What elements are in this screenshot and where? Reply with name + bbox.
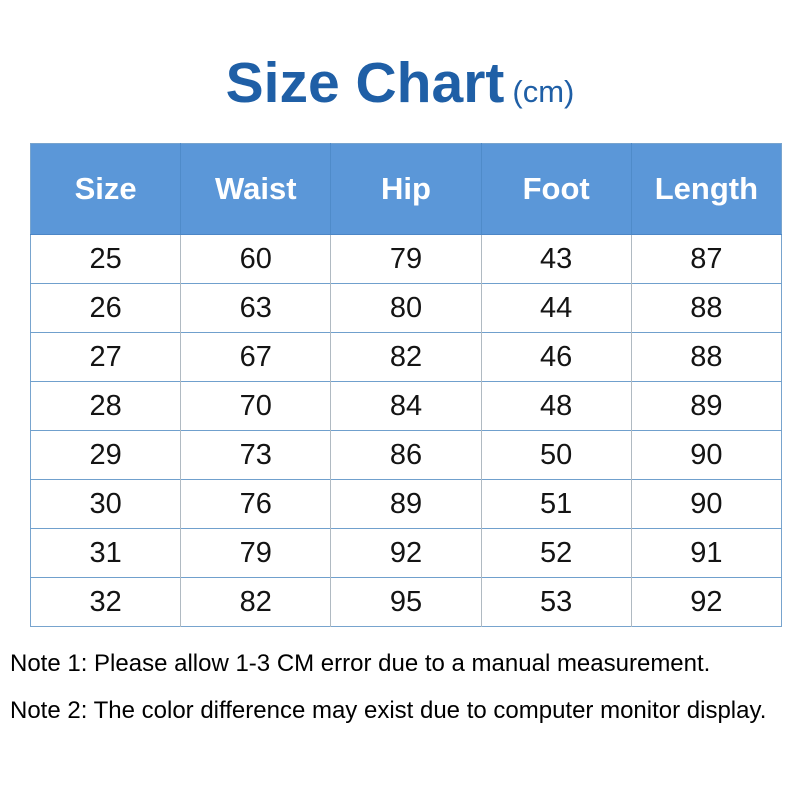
column-header-waist: Waist [181, 144, 331, 235]
table-cell: 26 [31, 284, 181, 333]
table-cell: 88 [631, 333, 781, 382]
table-cell: 79 [331, 235, 481, 284]
table-cell: 46 [481, 333, 631, 382]
table-cell: 82 [181, 578, 331, 627]
table-cell: 95 [331, 578, 481, 627]
table-cell: 80 [331, 284, 481, 333]
notes-section [10, 650, 800, 744]
column-header-foot: Foot [481, 144, 631, 235]
table-cell: 84 [331, 382, 481, 431]
column-header-length: Length [631, 144, 781, 235]
table-cell: 79 [181, 529, 331, 578]
page-title [0, 48, 800, 133]
table-cell: 31 [31, 529, 181, 578]
table-cell: 52 [481, 529, 631, 578]
table-row [31, 480, 782, 529]
table-row [31, 431, 782, 480]
table-cell: 25 [31, 235, 181, 284]
table-row [31, 382, 782, 431]
table-cell: 90 [631, 431, 781, 480]
table-cell: 89 [331, 480, 481, 529]
table-cell: 89 [631, 382, 781, 431]
title-main: Size Chart [225, 51, 505, 115]
table-cell: 73 [181, 431, 331, 480]
table-cell: 67 [181, 333, 331, 382]
note-1: Note 1: Please allow 1-3 CM error due to a manual measurement. [10, 650, 711, 677]
table-cell: 30 [31, 480, 181, 529]
table-row [31, 333, 782, 382]
table-header-row [31, 144, 782, 235]
table-cell: 63 [181, 284, 331, 333]
table-row [31, 235, 782, 284]
table-row [31, 529, 782, 578]
table-row [31, 578, 782, 627]
table-cell: 50 [481, 431, 631, 480]
table-cell: 28 [31, 382, 181, 431]
table-cell: 53 [481, 578, 631, 627]
table-cell: 91 [631, 529, 781, 578]
table-cell: 76 [181, 480, 331, 529]
note-2: Note 2: The color difference may exist due to computer monitor display. [10, 697, 767, 724]
table-cell: 86 [331, 431, 481, 480]
table-cell: 92 [631, 578, 781, 627]
table-cell: 44 [481, 284, 631, 333]
size-table-body [31, 235, 782, 627]
column-header-hip: Hip [331, 144, 481, 235]
table-cell: 43 [481, 235, 631, 284]
table-row [31, 284, 782, 333]
table-cell: 27 [31, 333, 181, 382]
table-cell: 32 [31, 578, 181, 627]
table-cell: 70 [181, 382, 331, 431]
table-cell: 29 [31, 431, 181, 480]
table-cell: 88 [631, 284, 781, 333]
table-cell: 51 [481, 480, 631, 529]
table-cell: 60 [181, 235, 331, 284]
size-table [30, 143, 782, 627]
title-unit: (cm) [512, 74, 575, 109]
table-cell: 92 [331, 529, 481, 578]
size-table-head [31, 144, 782, 235]
table-cell: 87 [631, 235, 781, 284]
column-header-size: Size [31, 144, 181, 235]
table-cell: 48 [481, 382, 631, 431]
table-cell: 82 [331, 333, 481, 382]
table-cell: 90 [631, 480, 781, 529]
